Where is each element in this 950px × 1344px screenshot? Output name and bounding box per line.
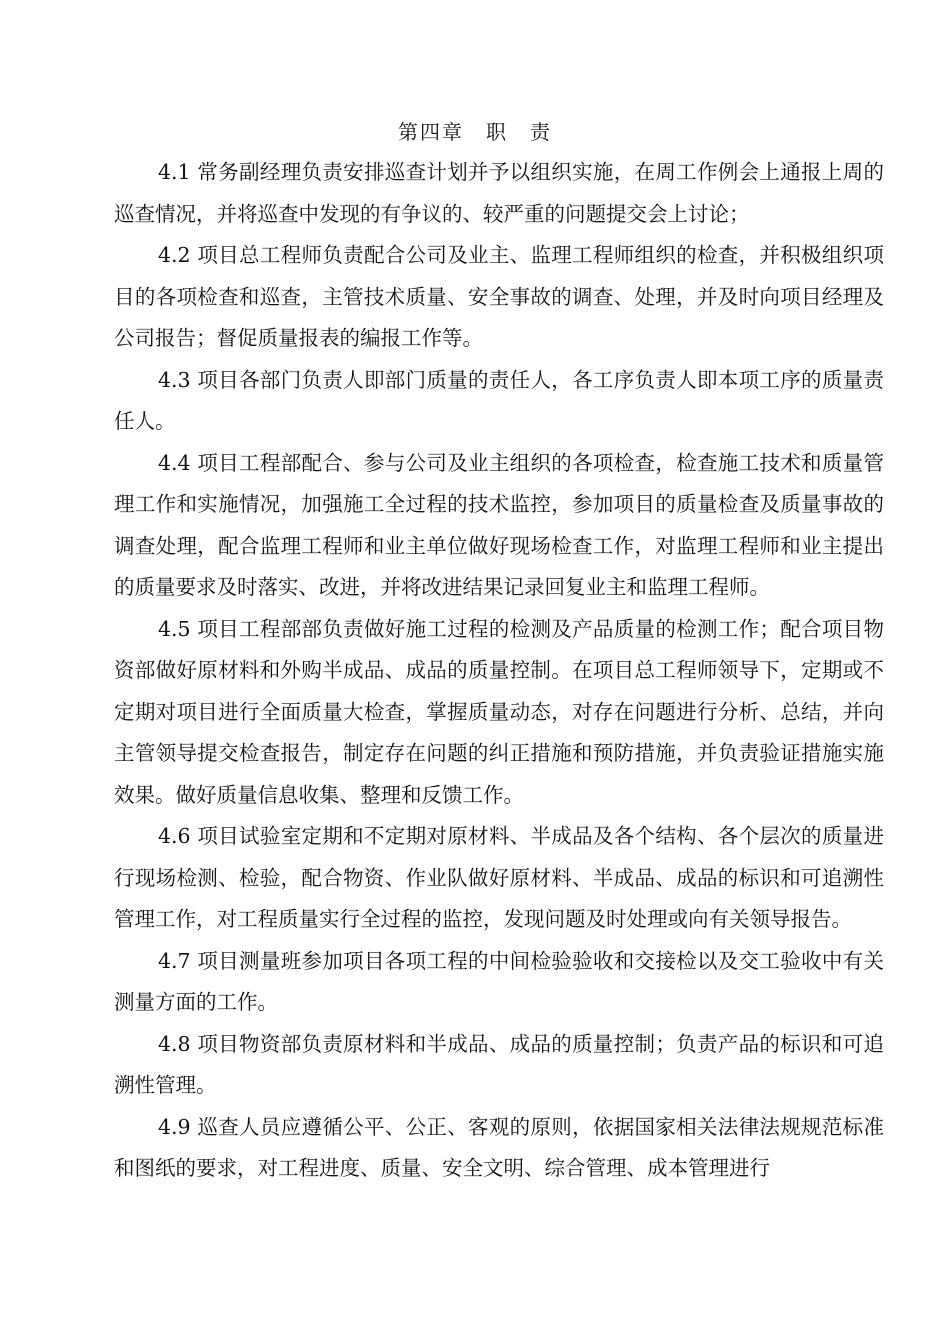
document-body: [114, 152, 884, 1190]
paragraph-4-4: 4.4 项目工程部配合、参与公司及业主组织的各项检查，检查施工技术和质量管理工作和实施情况，加强施工全过程的技术监控，参加项目的质量检查及质量事故的调查处理，配合监理工程师和业主单位做好现场检查工作，对监理工程师和业主提出的质量要求及时落实、改进，并将改进结果记录回复业主和监理工程师。: [114, 450, 884, 599]
paragraph-4-1: 4.1 常务副经理负责安排巡查计划并予以组织实施，在周工作例会上通报上周的巡查情况，并将巡查中发现的有争议的、较严重的问题提交会上讨论；: [114, 160, 884, 226]
paragraph-4-7: 4.7 项目测量班参加项目各项工程的中间检验验收和交接检以及交工验收中有关测量方面的工作。: [114, 948, 884, 1014]
paragraph-4-6: 4.6 项目试验室定期和不定期对原材料、半成品及各个结构、各个层次的质量进行现场检测、检验，配合物资、作业队做好原材料、半成品、成品的标识和可追溯性管理工作，对工程质量实行全过程的监控，发现问题及时处理或向有关领导报告。: [114, 824, 884, 931]
paragraph-4-3: 4.3 项目各部门负责人即部门质量的责任人，各工序负责人即本项工序的质量责任人。: [114, 367, 884, 433]
paragraph-4-2: 4.2 项目总工程师负责配合公司及业主、监理工程师组织的检查，并积极组织项目的各项检查和巡查，主管技术质量、安全事故的调查、处理，并及时向项目经理及公司报告；督促质量报表的编报工作等。: [114, 243, 884, 350]
paragraph-4-9: 4.9 巡查人员应遵循公平、公正、客观的原则，依据国家相关法律法规规范标准和图纸的要求，对工程进度、质量、安全文明、综合管理、成本管理进行: [114, 1114, 884, 1180]
paragraph-4-8: 4.8 项目物资部负责原材料和半成品、成品的质量控制；负责产品的标识和可追溯性管理。: [114, 1031, 884, 1097]
chapter-title: 第四章 职 责: [398, 120, 552, 144]
paragraph-4-5: 4.5 项目工程部部负责做好施工过程的检测及产品质量的检测工作；配合项目物资部做好原材料和外购半成品、成品的质量控制。在项目总工程师领导下，定期或不定期对项目进行全面质量大检查，掌握质量动态，对存在问题进行分析、总结，并向主管领导提交检查报告，制定存在问题的纠正措施和预防措施，并负责验证措施实施效果。做好质量信息收集、整理和反馈工作。: [114, 616, 884, 807]
